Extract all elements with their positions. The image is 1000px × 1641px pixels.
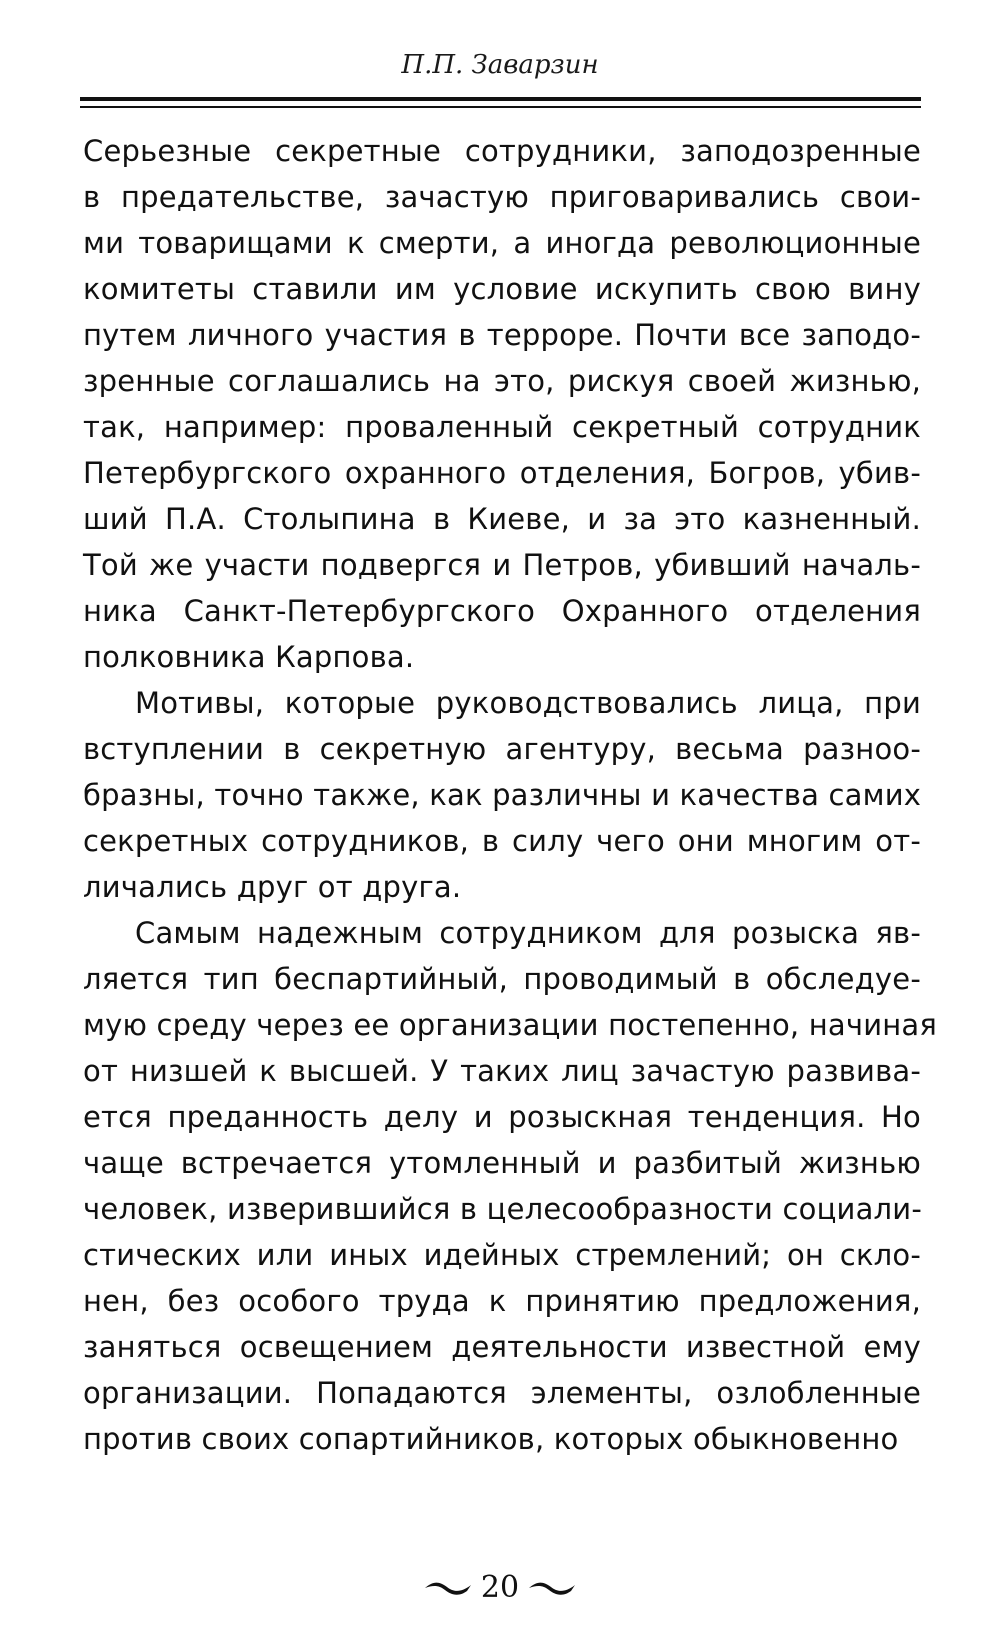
text-line: вступлении в секретную агентуру, весьма разноо- [83, 732, 921, 766]
text-line: комитеты ставили им условие искупить свою вину [83, 272, 921, 306]
body-text [83, 128, 938, 1462]
header-rule-thin [80, 106, 921, 108]
paragraph [83, 910, 938, 1462]
paragraph [83, 680, 921, 910]
text-line: путем личного участия в терроре. Почти все заподо- [83, 318, 921, 352]
text-line: Петербургского охранного отделения, Богров, убив- [83, 456, 921, 490]
page-number: 20 [480, 1569, 520, 1605]
left-ornament-icon [423, 1579, 473, 1595]
header-double-rule [80, 97, 921, 110]
text-line: от низшей к высшей. У таких лиц зачастую развива- [83, 1054, 921, 1088]
text-line: стических или иных идейных стремлений; он скло- [83, 1238, 921, 1272]
text-line: ми товарищами к смерти, а иногда революционные [83, 226, 921, 260]
header-rule-thick [80, 97, 921, 101]
text-line: мую среду через ее организации постепенно, начиная [83, 1008, 938, 1042]
page-footer [0, 1568, 1000, 1605]
text-line: Серьезные секретные сотрудники, заподозренные [83, 134, 921, 168]
text-line: бразны, точно также, как различны и качества самих [83, 778, 922, 812]
text-line: ший П.А. Столыпина в Киеве, и за это казненный. [83, 502, 921, 536]
text-line: полковника Карпова. [83, 640, 415, 674]
text-line: ется преданность делу и розыскная тенденция. Но [83, 1100, 921, 1134]
text-line: ника Санкт-Петербургского Охранного отделения [83, 594, 921, 628]
text-line: нен, без особого труда к принятию предложения, [83, 1284, 921, 1318]
text-line: зренные соглашались на это, рискуя своей жизнью, [83, 364, 921, 398]
text-line: личались друг от друга. [83, 870, 462, 904]
text-line: в предательстве, зачастую приговаривались свои- [83, 180, 921, 214]
text-line: Самым надежным сотрудником для розыска яв- [135, 916, 921, 950]
text-line: Той же участи подвергся и Петров, убивший началь- [83, 548, 921, 582]
running-head: П.П. Заварзин [401, 50, 599, 80]
paragraph [83, 128, 921, 680]
text-line: секретных сотрудников, в силу чего они многим от- [83, 824, 921, 858]
text-line: так, например: проваленный секретный сотрудник [83, 410, 921, 444]
right-ornament-icon [527, 1579, 577, 1595]
text-line: организации. Попадаются элементы, озлобленные [83, 1376, 921, 1410]
text-line: против своих сопартийников, которых обыкновенно [83, 1422, 899, 1456]
text-line: ляется тип беспартийный, проводимый в обследуе- [83, 962, 921, 996]
text-line: Мотивы, которые руководствовались лица, при [135, 686, 921, 720]
text-line: человек, изверившийся в целесообразности социали- [83, 1192, 923, 1226]
text-line: чаще встречается утомленный и разбитый жизнью [83, 1146, 921, 1180]
text-line: заняться освещением деятельности известной ему [83, 1330, 921, 1364]
